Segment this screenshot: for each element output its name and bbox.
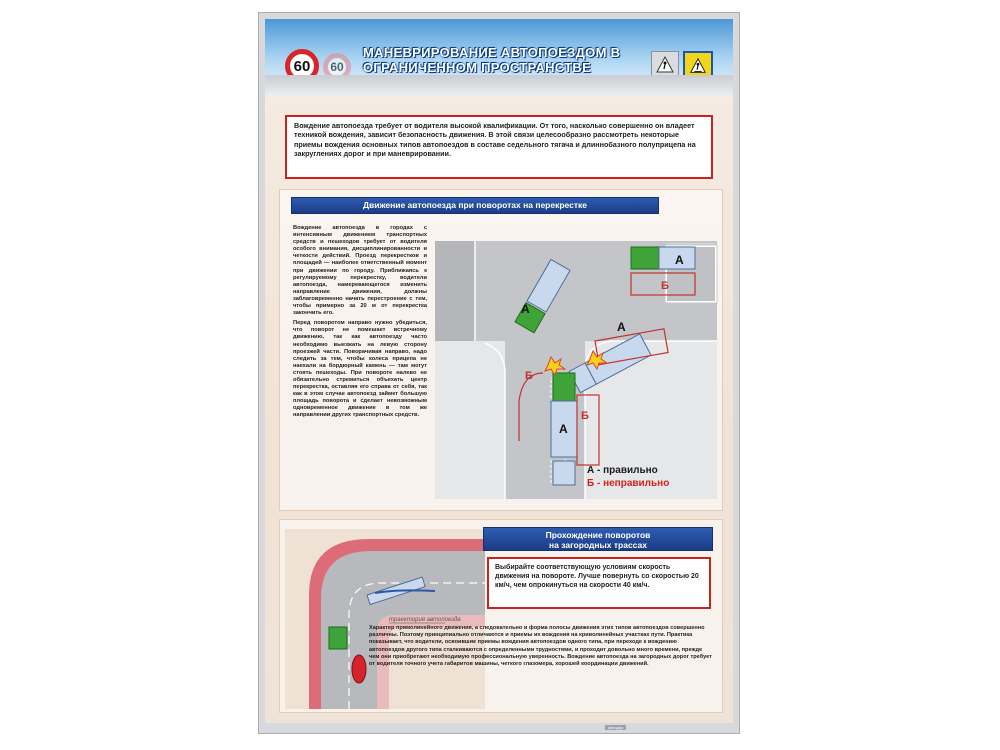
intro-text: Вождение автопоезда требует от водителя высокой квалификации. От того, насколько совершенно он владеет техникой вождения, зависит безопасность движения. В этой связи целесообразно рассмотреть некоторые приемы вождения основных типов автопоездов в составе седельного тягача и длиннобазного полуприцепа на закруглениях дорог и при маневрировании. (285, 115, 713, 179)
label-b-left: Б (525, 370, 533, 382)
label-b-bottom: Б (581, 410, 589, 422)
label-a-top: А (675, 253, 684, 267)
label-a-left: А (521, 302, 530, 316)
section2-heading-line1: Прохождение поворотов (545, 530, 651, 540)
section2-paragraph: Характер прямолинейного движения, а следовательно и форма полосы движения этих типов автопоездов совершенно различны. Поэтому принципиально отличаются и приемы их вождения на криволинейных участках пути. Практика показывает, что водители, освоившие приемы вождения автопоездов одного типа, при переходе к вождению автопоездов другого типа сталкиваются с определенными трудностями, и проходит довольно много времени, прежде чем они приобретают необходимую профессиональную уверенность. Вождение автопоезда на загородных дорог требует от водителя точного учета габаритов машины, четкого глазомера, хорошей координации движений. (369, 625, 712, 668)
label-a-bottom: А (559, 422, 568, 436)
legend-wrong: Б - неправильно (587, 478, 670, 489)
speed-note: Выбирайте соответствующую условиям скорость движения на повороте. Лучше повернуть со скоростью 20 км/ч, чем опрокинуться на скорости 40 км/ч. (487, 557, 711, 609)
section1-heading: Движение автопоезда при поворотах на перекрестке (291, 197, 659, 214)
trajectory-label: траектория автопоезда (389, 617, 461, 623)
label-b-top: Б (661, 280, 669, 292)
section1-text (293, 225, 427, 423)
header-road-strip (265, 75, 733, 97)
publisher-footer: Автодор (605, 725, 626, 730)
label-a-right: А (617, 320, 626, 334)
poster-title: МАНЕВРИРОВАНИЕ АВТОПОЕЗДОМ В ОГРАНИЧЕННОМ ПРОСТРАНСТВЕ (363, 45, 621, 75)
legend-correct: А - правильно (587, 465, 658, 476)
intersection-diagram (435, 223, 717, 499)
section2-heading (483, 527, 713, 551)
section2-heading-line2: на загородных трассах (549, 540, 647, 550)
poster (258, 12, 740, 734)
section1-paragraph: Перед поворотом направо нужно убедиться, что поворот не помешает встречному движению, так как автопоезду часто необходимо выезжать на левую сторону проезжей части. Поворачивая направо, надо следить за тем, чтобы колеса прицепа не наехали на бордюрный камень — там могут стоять пешеходы. При повороте налево не обязательно стремиться объехать центр перекрестка, оставляя его справа от себя, так как в этом случае автопоезд займет большую площадь поворота и сделает невозможным одновременное движение в том же направлении других транспортных средств. (293, 320, 427, 419)
curve-diagram (285, 529, 485, 709)
section2-text (369, 625, 713, 668)
section1-paragraph: Вождение автопоезда в городах с интенсивным движением транспортных средств и пешеходов требует от водителя особого внимания, дисциплинированности и четкости действий. Проезд перекрестков и площадей — наиболее ответственный момент при движении по городу. Приближаясь к регулируемому перекрестку, водители автопоезда, намеревающегося изменить направление движения, должны заблаговременно начать перестроение с тем, чтобы примерно за 20 м от перекрестка закончить его. (293, 225, 427, 317)
speed-limit-sign-icon: 60 (285, 49, 319, 83)
speed-limit-sign-faded-icon: 60 (323, 53, 351, 81)
poster-body (265, 19, 733, 730)
